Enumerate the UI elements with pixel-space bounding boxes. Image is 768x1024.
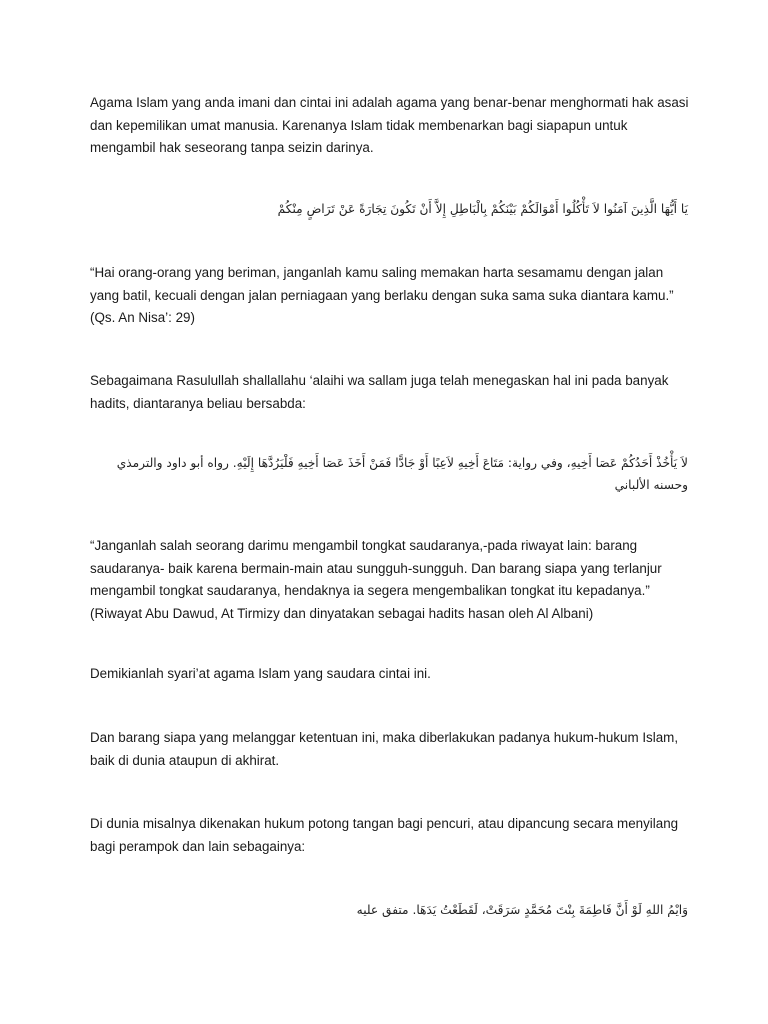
hadith-arabic-fatimah: وَايْمُ اللهِ لَوْ أَنَّ فَاطِمَةَ بِنْتَ مُحَمَّدٍ سَرَقَتْ، لَقَطَعْتُ يَدَهَا. متفق عليه [356, 903, 688, 917]
hadith-arabic: لاَ يَأْخُذْ أَحَدُكُمْ عَصَا أَخِيهِ، وفي رواية: مَتَاعَ أَخِيهِ لاَعِبًا أَوْ جَادًّا فَمَنْ أَخَذَ عَصَا أَخِيهِ فَلْيَرُدَّهَا إِلَيْهِ. رواه أبو داود والترمذي وحسنه الألباني [116, 456, 688, 492]
quran-verse-arabic: يَا أَيُّهَا الَّذِينَ آمَنُوا لاَ تَأْكُلُوا أَمْوَالَكُمْ بَيْنَكُمْ بِالْبَاطِلِ إِلاَّ أَنْ تَكُونَ تِجَارَةً عَنْ تَرَاضٍ مِنْكُمْ [277, 202, 688, 216]
example-paragraph: Di dunia misalnya dikenakan hukum potong tangan bagi pencuri, atau dipancung secara menyilang bagi perampok dan lain sebagainya: [90, 816, 679, 854]
hadith-translation: “Janganlah salah seorang darimu mengambil tongkat saudaranya,-pada riwayat lain: barang saudaranya- baik karena bermain-main atau sungguh-sungguh. Dan barang siapa yang terlanjur mengambil tongkat saudaranya, hendaknya ia segera mengembalikan tongkat itu kepadanya.” (Riwayat Abu Dawud, At Tirmizy dan dinyatakan sebagai hadits hasan oleh Al Albani) [90, 538, 662, 621]
hadith-intro-paragraph: Sebagaimana Rasulullah shallallahu ‘alaihi wa sallam juga telah menegaskan hal ini pada banyak hadits, diantaranya beliau bersabda: [90, 373, 669, 411]
conclusion-paragraph: Demikianlah syari’at agama Islam yang saudara cintai ini. [90, 666, 431, 681]
punishment-paragraph: Dan barang siapa yang melanggar ketentuan ini, maka diberlakukan padanya hukum-hukum Islam, baik di dunia ataupun di akhirat. [90, 730, 679, 768]
intro-paragraph: Agama Islam yang anda imani dan cintai ini adalah agama yang benar-benar menghormati hak asasi dan kepemilikan umat manusia. Karenanya Islam tidak membenarkan bagi siapapun untuk mengambil hak seseorang tanpa seizin darinya. [90, 95, 689, 155]
quran-verse-translation: “Hai orang-orang yang beriman, janganlah kamu saling memakan harta sesamamu dengan jalan yang batil, kecuali dengan jalan perniagaan yang berlaku dengan suka sama suka diantara kamu.” (Qs. An Nisa’: 29) [90, 265, 674, 325]
